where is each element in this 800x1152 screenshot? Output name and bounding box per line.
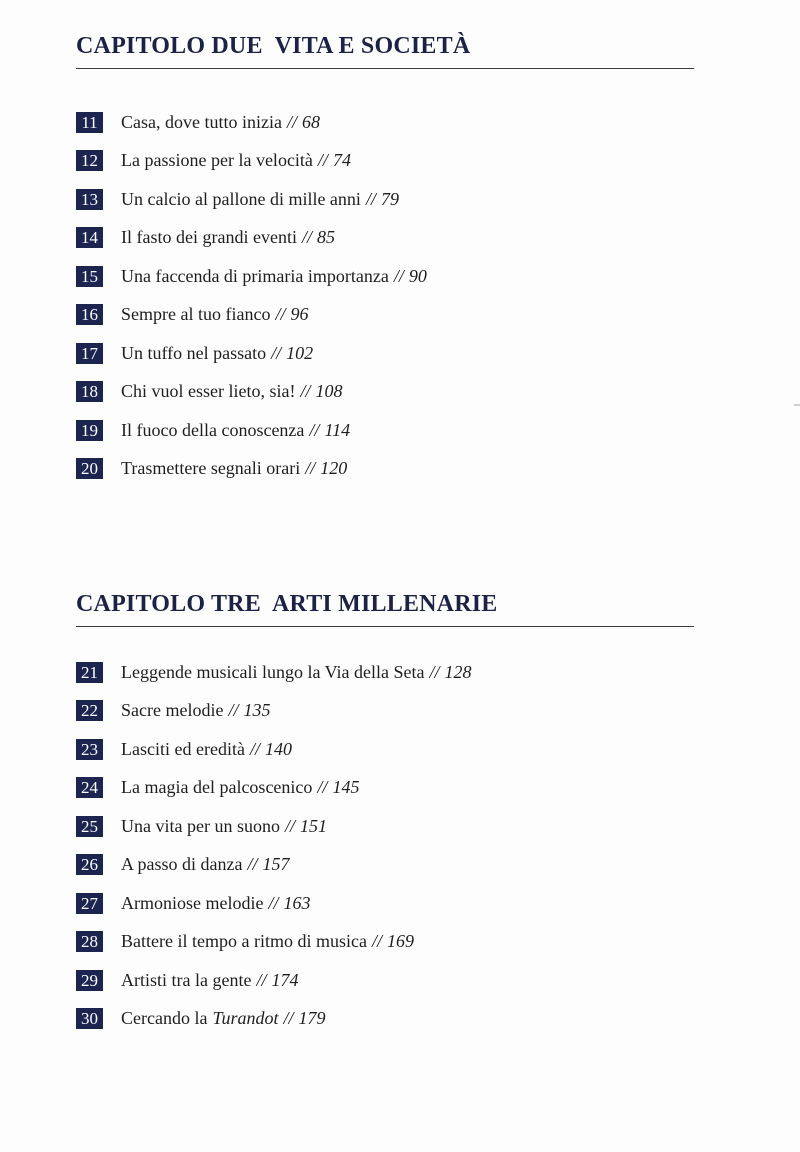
toc-list xyxy=(76,103,696,488)
entry-separator: // xyxy=(275,304,286,325)
entry-page-number: 68 xyxy=(301,111,320,132)
toc-entry[interactable] xyxy=(76,373,696,412)
entry-separator: // xyxy=(301,227,312,248)
entry-separator: // xyxy=(309,419,320,440)
entry-number-badge: 11 xyxy=(76,112,103,133)
entry-separator: // xyxy=(365,188,376,209)
entry-number-badge: 28 xyxy=(76,931,103,952)
entry-separator: // xyxy=(429,661,440,682)
entry-number-badge: 30 xyxy=(76,1008,103,1029)
chapter-section xyxy=(76,30,696,488)
entry-title: Il fasto dei grandi eventi xyxy=(121,227,297,248)
entry-number-badge: 23 xyxy=(76,739,103,760)
entry-title: La passione per la velocità xyxy=(121,150,313,171)
entry-number-badge: 18 xyxy=(76,381,103,402)
toc-entry[interactable] xyxy=(76,769,696,808)
entry-page-number: 128 xyxy=(444,661,472,682)
entry-number-badge: 20 xyxy=(76,458,103,479)
entry-number-badge: 29 xyxy=(76,970,103,991)
toc-entry[interactable] xyxy=(76,692,696,731)
toc-entry[interactable] xyxy=(76,923,696,962)
entry-title: Lasciti ed eredità xyxy=(121,738,245,759)
entry-page-number: 140 xyxy=(264,738,292,759)
entry-title: Artisti tra la gente xyxy=(121,969,252,990)
entry-page-number: 179 xyxy=(298,1008,326,1029)
toc-entry[interactable] xyxy=(76,846,696,885)
entry-number-badge: 13 xyxy=(76,189,103,210)
entry-separator: // xyxy=(228,700,239,721)
entry-separator: // xyxy=(286,111,297,132)
toc-entry[interactable] xyxy=(76,450,696,489)
toc-entry[interactable] xyxy=(76,884,696,923)
entry-separator: // xyxy=(317,777,328,798)
entry-page-number: 135 xyxy=(243,700,271,721)
entry-separator: // xyxy=(300,381,311,402)
toc-entry[interactable] xyxy=(76,961,696,1000)
chapter-divider xyxy=(76,626,694,627)
entry-separator: // xyxy=(256,969,267,990)
entry-number-badge: 12 xyxy=(76,150,103,171)
entry-separator: // xyxy=(393,265,404,286)
chapter-section xyxy=(76,588,696,1038)
entry-page-number: 169 xyxy=(386,931,414,952)
toc-entry[interactable] xyxy=(76,180,696,219)
entry-page-number: 163 xyxy=(283,892,311,913)
toc-entry[interactable] xyxy=(76,219,696,258)
toc-list xyxy=(76,653,696,1038)
entry-separator: // xyxy=(249,738,260,759)
toc-entry[interactable] xyxy=(76,730,696,769)
entry-title: Leggende musicali lungo la Via della Seta xyxy=(121,661,425,682)
entry-title: Trasmettere segnali orari xyxy=(121,458,301,479)
toc-entry[interactable] xyxy=(76,807,696,846)
entry-number-badge: 22 xyxy=(76,700,103,721)
entry-title: Una vita per un suono xyxy=(121,815,280,836)
toc-entry[interactable] xyxy=(76,653,696,692)
entry-number-badge: 27 xyxy=(76,893,103,914)
entry-title: A passo di danza xyxy=(121,854,243,875)
entry-title: Casa, dove tutto inizia xyxy=(121,111,282,132)
entry-page-number: 74 xyxy=(332,150,351,171)
entry-page-number: 102 xyxy=(286,342,314,363)
entry-page-number: 174 xyxy=(271,969,299,990)
chapter-divider xyxy=(76,68,694,69)
entry-page-number: 85 xyxy=(316,227,335,248)
entry-page-number: 108 xyxy=(315,381,343,402)
entry-title: Il fuoco della conoscenza xyxy=(121,419,305,440)
entry-title: Un calcio al pallone di mille anni xyxy=(121,188,361,209)
entry-page-number: 114 xyxy=(324,419,351,440)
toc-entry[interactable] xyxy=(76,334,696,373)
entry-title: Un tuffo nel passato xyxy=(121,342,267,363)
entry-separator: // xyxy=(284,815,295,836)
entry-separator: // xyxy=(283,1008,294,1029)
entry-page-number: 96 xyxy=(290,304,309,325)
entry-separator: // xyxy=(247,854,258,875)
entry-number-badge: 16 xyxy=(76,304,103,325)
toc-entry[interactable] xyxy=(76,142,696,181)
entry-page-number: 145 xyxy=(332,777,360,798)
entry-number-badge: 25 xyxy=(76,816,103,837)
entry-separator: // xyxy=(305,458,316,479)
entry-separator: // xyxy=(371,931,382,952)
scan-edge-mark xyxy=(794,404,800,406)
entry-title: Sempre al tuo fianco xyxy=(121,304,271,325)
chapter-title: CAPITOLO DUE VITA E SOCIETÀ xyxy=(76,33,471,59)
entry-number-badge: 14 xyxy=(76,227,103,248)
entry-page-number: 90 xyxy=(408,265,427,286)
entry-page-number: 79 xyxy=(380,188,399,209)
entry-separator: // xyxy=(268,892,279,913)
entry-title: Chi vuol esser lieto, sia! xyxy=(121,381,296,402)
toc-entry[interactable] xyxy=(76,296,696,335)
entry-title: La magia del palcoscenico xyxy=(121,777,313,798)
entry-title-italic: Turandot xyxy=(212,1008,279,1029)
entry-number-badge: 24 xyxy=(76,777,103,798)
chapter-title: CAPITOLO TRE ARTI MILLENARIE xyxy=(76,591,498,617)
toc-entry[interactable] xyxy=(76,103,696,142)
entry-title: Una faccenda di primaria importanza xyxy=(121,265,389,286)
entry-page-number: 157 xyxy=(262,854,290,875)
entry-title: Sacre melodie xyxy=(121,700,224,721)
entry-separator: // xyxy=(271,342,282,363)
toc-entry[interactable] xyxy=(76,257,696,296)
entry-number-badge: 19 xyxy=(76,420,103,441)
entry-number-badge: 17 xyxy=(76,343,103,364)
entry-page-number: 120 xyxy=(320,458,348,479)
entry-title: Armoniose melodie xyxy=(121,892,264,913)
entry-title: Cercando la xyxy=(121,1008,208,1029)
entry-number-badge: 26 xyxy=(76,854,103,875)
entry-title: Battere il tempo a ritmo di musica xyxy=(121,931,367,952)
entry-number-badge: 21 xyxy=(76,662,103,683)
toc-entry[interactable] xyxy=(76,411,696,450)
entry-separator: // xyxy=(317,150,328,171)
entry-number-badge: 15 xyxy=(76,266,103,287)
entry-page-number: 151 xyxy=(299,815,327,836)
toc-entry[interactable] xyxy=(76,1000,696,1039)
